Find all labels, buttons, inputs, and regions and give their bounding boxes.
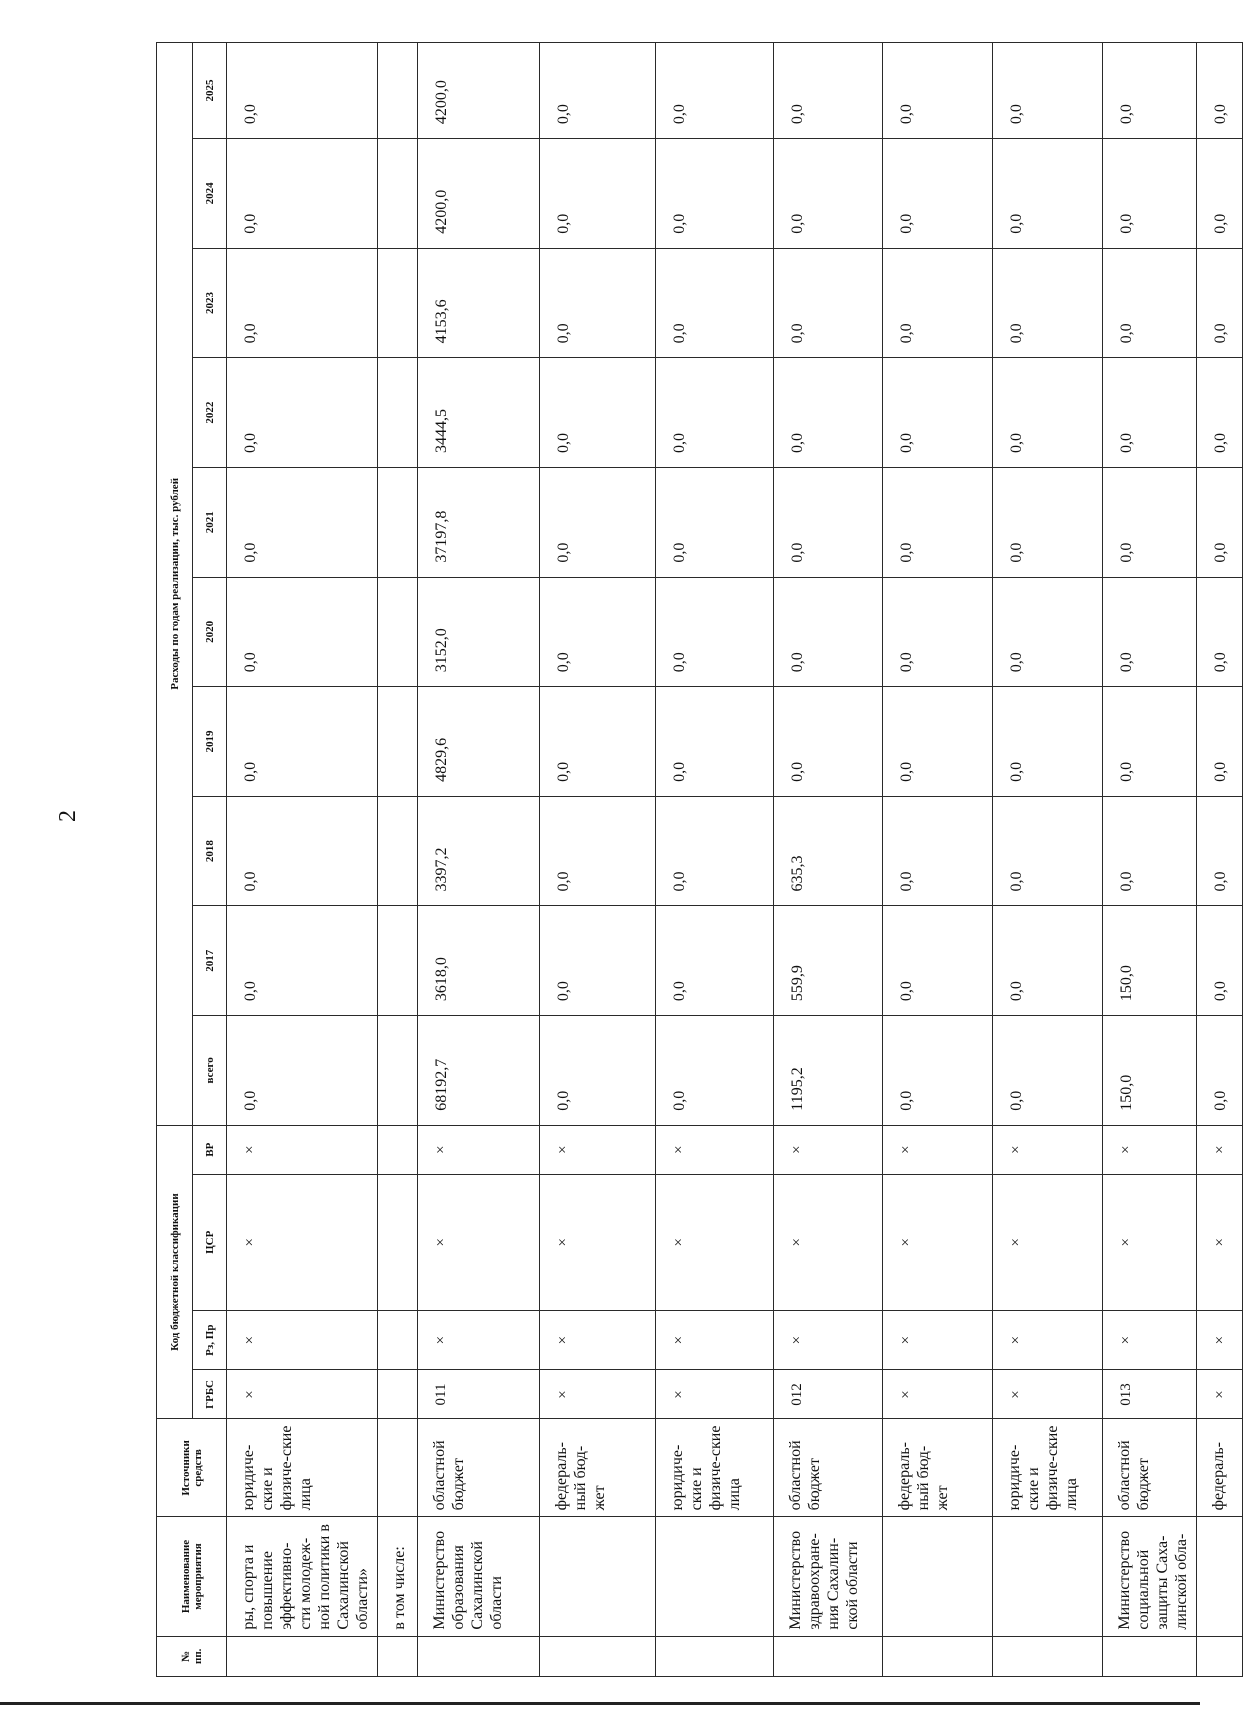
table-row	[774, 43, 883, 1677]
row-2022-cell: 0,0	[227, 358, 378, 468]
row-2017-cell: 150,0	[1103, 906, 1197, 1016]
row-vr-cell: ×	[774, 1125, 883, 1174]
row-2020-cell: 0,0	[227, 577, 378, 687]
row-csr-cell: ×	[774, 1174, 883, 1310]
row-source-cell: федераль-ный бюд-жет	[540, 1419, 656, 1517]
row-source-cell: юридиче-ские и физиче-ские лица	[656, 1419, 774, 1517]
row-vr-cell: ×	[227, 1125, 378, 1174]
row-name-cell: ры, спорта и повышение эффективно-сти молодеж-ной политики в Сахалинской области»	[227, 1517, 378, 1636]
row-grbs-cell: ×	[540, 1370, 656, 1419]
row-2017-cell: 559,9	[774, 906, 883, 1016]
table-body	[227, 43, 1243, 1677]
row-2023-cell: 0,0	[656, 248, 774, 358]
row-csr-cell: ×	[418, 1174, 540, 1310]
row-vr-cell: ×	[1197, 1125, 1243, 1174]
row-2017-cell: 0,0	[656, 906, 774, 1016]
row-2020-cell	[378, 577, 418, 687]
row-2017-cell: 0,0	[227, 906, 378, 1016]
row-total-cell: 150,0	[1103, 1016, 1197, 1126]
row-2017-cell: 0,0	[883, 906, 993, 1016]
row-2018-cell: 0,0	[1197, 796, 1243, 906]
row-2025-cell: 0,0	[1103, 43, 1197, 139]
row-num-cell	[540, 1636, 656, 1676]
row-rz-pr-cell: ×	[774, 1310, 883, 1370]
row-grbs-cell: 011	[418, 1370, 540, 1419]
row-2017-cell: 0,0	[540, 906, 656, 1016]
row-2023-cell: 0,0	[1197, 248, 1243, 358]
row-2021-cell: 0,0	[1197, 467, 1243, 577]
header-total: всего	[193, 1016, 227, 1126]
row-2019-cell: 0,0	[1103, 687, 1197, 797]
row-source-cell: областной бюджет	[774, 1419, 883, 1517]
row-2019-cell: 0,0	[227, 687, 378, 797]
header-2025: 2025	[193, 43, 227, 139]
row-2021-cell	[378, 467, 418, 577]
row-2017-cell: 3618,0	[418, 906, 540, 1016]
row-2024-cell: 0,0	[774, 139, 883, 249]
row-csr-cell: ×	[540, 1174, 656, 1310]
row-rz-pr-cell: ×	[883, 1310, 993, 1370]
row-grbs-cell: 012	[774, 1370, 883, 1419]
row-2020-cell: 0,0	[1197, 577, 1243, 687]
row-grbs-cell: ×	[993, 1370, 1103, 1419]
row-2020-cell: 0,0	[774, 577, 883, 687]
row-2019-cell: 0,0	[883, 687, 993, 797]
row-source-cell	[378, 1419, 418, 1517]
row-2021-cell: 0,0	[1103, 467, 1197, 577]
row-num-cell	[883, 1636, 993, 1676]
table-row	[378, 43, 418, 1677]
header-rz-pr: Рз, Пр	[193, 1310, 227, 1370]
row-grbs-cell: 013	[1103, 1370, 1197, 1419]
row-2024-cell: 0,0	[540, 139, 656, 249]
row-2022-cell	[378, 358, 418, 468]
row-source-cell: федераль-ный бюд-жет	[883, 1419, 993, 1517]
table-row	[1103, 43, 1197, 1677]
row-num-cell	[1197, 1636, 1243, 1676]
row-2024-cell	[378, 139, 418, 249]
row-2020-cell: 0,0	[1103, 577, 1197, 687]
row-2025-cell	[378, 43, 418, 139]
row-2025-cell: 0,0	[993, 43, 1103, 139]
row-grbs-cell	[378, 1370, 418, 1419]
row-grbs-cell: ×	[1197, 1370, 1243, 1419]
row-2022-cell: 0,0	[883, 358, 993, 468]
row-2020-cell: 0,0	[883, 577, 993, 687]
row-rz-pr-cell: ×	[418, 1310, 540, 1370]
row-rz-pr-cell: ×	[227, 1310, 378, 1370]
row-2025-cell: 0,0	[774, 43, 883, 139]
row-2024-cell: 0,0	[1197, 139, 1243, 249]
row-total-cell: 0,0	[993, 1016, 1103, 1126]
row-2023-cell: 0,0	[227, 248, 378, 358]
header-vr: ВР	[193, 1125, 227, 1174]
row-2022-cell: 0,0	[774, 358, 883, 468]
row-total-cell	[378, 1016, 418, 1126]
row-2019-cell: 0,0	[656, 687, 774, 797]
header-name: Наименование мероприятия	[157, 1517, 227, 1636]
header-grbs: ГРБС	[193, 1370, 227, 1419]
header-2023: 2023	[193, 248, 227, 358]
row-2021-cell: 37197,8	[418, 467, 540, 577]
row-name-cell: Министерство образования Сахалинской области	[418, 1517, 540, 1636]
row-2023-cell: 0,0	[1103, 248, 1197, 358]
table-row	[227, 43, 378, 1677]
row-2019-cell: 0,0	[774, 687, 883, 797]
row-2018-cell	[378, 796, 418, 906]
row-num-cell	[378, 1636, 418, 1676]
row-total-cell: 68192,7	[418, 1016, 540, 1126]
row-vr-cell: ×	[418, 1125, 540, 1174]
row-2022-cell: 0,0	[1103, 358, 1197, 468]
row-vr-cell: ×	[540, 1125, 656, 1174]
row-source-cell: областной бюджет	[418, 1419, 540, 1517]
header-expenses-group: Расходы по годам реализации, тыс. рублей	[157, 43, 193, 1126]
row-csr-cell: ×	[1197, 1174, 1243, 1310]
row-2019-cell	[378, 687, 418, 797]
row-num-cell	[227, 1636, 378, 1676]
header-2024: 2024	[193, 139, 227, 249]
row-2021-cell: 0,0	[774, 467, 883, 577]
row-2018-cell: 0,0	[993, 796, 1103, 906]
row-2017-cell	[378, 906, 418, 1016]
header-2017: 2017	[193, 906, 227, 1016]
row-2022-cell: 3444,5	[418, 358, 540, 468]
row-name-cell	[1197, 1517, 1243, 1636]
row-name-cell	[993, 1517, 1103, 1636]
row-2024-cell: 0,0	[993, 139, 1103, 249]
row-2024-cell: 0,0	[883, 139, 993, 249]
row-name-cell: в том числе:	[378, 1517, 418, 1636]
table-row	[1197, 43, 1243, 1677]
row-2022-cell: 0,0	[656, 358, 774, 468]
row-2025-cell: 0,0	[540, 43, 656, 139]
row-vr-cell: ×	[1103, 1125, 1197, 1174]
header-2021: 2021	[193, 467, 227, 577]
row-2018-cell: 0,0	[1103, 796, 1197, 906]
row-2023-cell: 0,0	[993, 248, 1103, 358]
rotated-table-container	[156, 42, 1229, 1677]
row-2024-cell: 4200,0	[418, 139, 540, 249]
table-row	[993, 43, 1103, 1677]
row-2020-cell: 0,0	[993, 577, 1103, 687]
row-name-cell: Министерство здравоохране-ния Сахалин-ской области	[774, 1517, 883, 1636]
row-2018-cell: 0,0	[656, 796, 774, 906]
row-grbs-cell: ×	[883, 1370, 993, 1419]
header-2022: 2022	[193, 358, 227, 468]
row-2020-cell: 0,0	[656, 577, 774, 687]
row-2019-cell: 0,0	[540, 687, 656, 797]
row-2023-cell: 4153,6	[418, 248, 540, 358]
row-2023-cell: 0,0	[540, 248, 656, 358]
header-source: Источники средств	[157, 1419, 227, 1517]
row-2019-cell: 4829,6	[418, 687, 540, 797]
row-2021-cell: 0,0	[227, 467, 378, 577]
table-row	[418, 43, 540, 1677]
row-name-cell	[883, 1517, 993, 1636]
budget-table	[156, 42, 1243, 1677]
row-vr-cell	[378, 1125, 418, 1174]
row-name-cell: Министерство социальной защиты Саха-линской обла-	[1103, 1517, 1197, 1636]
row-rz-pr-cell: ×	[993, 1310, 1103, 1370]
row-2024-cell: 0,0	[1103, 139, 1197, 249]
row-total-cell: 0,0	[656, 1016, 774, 1126]
header-2018: 2018	[193, 796, 227, 906]
row-csr-cell: ×	[227, 1174, 378, 1310]
row-rz-pr-cell	[378, 1310, 418, 1370]
row-2017-cell: 0,0	[1197, 906, 1243, 1016]
row-total-cell: 1195,2	[774, 1016, 883, 1126]
row-2023-cell: 0,0	[774, 248, 883, 358]
row-vr-cell: ×	[993, 1125, 1103, 1174]
row-2021-cell: 0,0	[540, 467, 656, 577]
row-csr-cell: ×	[883, 1174, 993, 1310]
row-csr-cell: ×	[993, 1174, 1103, 1310]
header-code-group: Код бюджетной классификации	[157, 1125, 193, 1419]
header-num: № пп.	[157, 1636, 227, 1676]
row-num-cell	[418, 1636, 540, 1676]
row-2020-cell: 3152,0	[418, 577, 540, 687]
row-2023-cell	[378, 248, 418, 358]
page-bottom-rule	[0, 1702, 1200, 1705]
page-number: 2	[55, 810, 81, 822]
row-2021-cell: 0,0	[883, 467, 993, 577]
row-2025-cell: 0,0	[1197, 43, 1243, 139]
row-source-cell: федераль-	[1197, 1419, 1243, 1517]
row-2018-cell: 3397,2	[418, 796, 540, 906]
row-2025-cell: 0,0	[656, 43, 774, 139]
row-2021-cell: 0,0	[993, 467, 1103, 577]
row-vr-cell: ×	[656, 1125, 774, 1174]
row-num-cell	[993, 1636, 1103, 1676]
row-num-cell	[1103, 1636, 1197, 1676]
row-num-cell	[774, 1636, 883, 1676]
row-2021-cell: 0,0	[656, 467, 774, 577]
row-2023-cell: 0,0	[883, 248, 993, 358]
row-csr-cell: ×	[656, 1174, 774, 1310]
row-vr-cell: ×	[883, 1125, 993, 1174]
row-grbs-cell: ×	[227, 1370, 378, 1419]
row-2022-cell: 0,0	[540, 358, 656, 468]
row-2020-cell: 0,0	[540, 577, 656, 687]
row-total-cell: 0,0	[1197, 1016, 1243, 1126]
header-2020: 2020	[193, 577, 227, 687]
row-grbs-cell: ×	[656, 1370, 774, 1419]
table-row	[540, 43, 656, 1677]
row-2025-cell: 0,0	[227, 43, 378, 139]
row-2018-cell: 0,0	[540, 796, 656, 906]
row-rz-pr-cell: ×	[540, 1310, 656, 1370]
row-source-cell: юридиче-ские и физиче-ские лица	[993, 1419, 1103, 1517]
table-row	[656, 43, 774, 1677]
row-2018-cell: 0,0	[883, 796, 993, 906]
row-rz-pr-cell: ×	[1103, 1310, 1197, 1370]
row-2024-cell: 0,0	[227, 139, 378, 249]
row-2022-cell: 0,0	[993, 358, 1103, 468]
row-2017-cell: 0,0	[993, 906, 1103, 1016]
row-2018-cell: 635,3	[774, 796, 883, 906]
row-rz-pr-cell: ×	[1197, 1310, 1243, 1370]
row-2018-cell: 0,0	[227, 796, 378, 906]
row-name-cell	[540, 1517, 656, 1636]
row-2025-cell: 4200,0	[418, 43, 540, 139]
row-csr-cell: ×	[1103, 1174, 1197, 1310]
row-name-cell	[656, 1517, 774, 1636]
row-2022-cell: 0,0	[1197, 358, 1243, 468]
row-source-cell: областной бюджет	[1103, 1419, 1197, 1517]
header-csr: ЦСР	[193, 1174, 227, 1310]
row-2019-cell: 0,0	[993, 687, 1103, 797]
row-2025-cell: 0,0	[883, 43, 993, 139]
row-total-cell: 0,0	[883, 1016, 993, 1126]
row-csr-cell	[378, 1174, 418, 1310]
row-total-cell: 0,0	[540, 1016, 656, 1126]
row-2019-cell: 0,0	[1197, 687, 1243, 797]
table-row	[883, 43, 993, 1677]
row-2024-cell: 0,0	[656, 139, 774, 249]
row-total-cell: 0,0	[227, 1016, 378, 1126]
row-rz-pr-cell: ×	[656, 1310, 774, 1370]
row-source-cell: юридиче-ские и физиче-ские лица	[227, 1419, 378, 1517]
row-num-cell	[656, 1636, 774, 1676]
table-header	[157, 43, 227, 1677]
header-2019: 2019	[193, 687, 227, 797]
